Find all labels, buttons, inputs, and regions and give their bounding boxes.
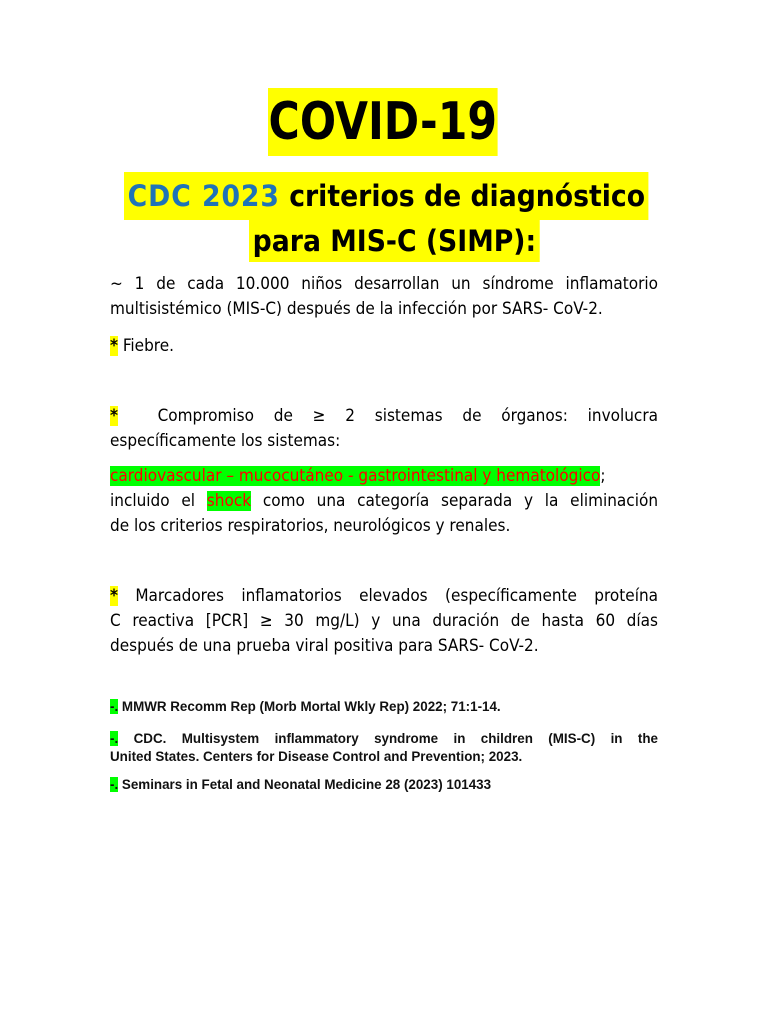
reference-bullet: -.	[110, 731, 119, 746]
organ-systems-block	[110, 464, 658, 539]
bullet-star: *	[110, 586, 118, 606]
organ-line-2: específicamente los sistemas:	[110, 431, 341, 451]
intro-line-2: multisistémico (MIS-C) después de la infección por SARS- CoV-2.	[110, 299, 603, 319]
bullet-star: *	[110, 406, 118, 426]
criterion-markers	[110, 584, 658, 659]
reference-2	[110, 730, 658, 766]
markers-line-3: después de una prueba viral positiva para SARS- CoV-2.	[110, 636, 539, 656]
reference-3	[110, 776, 658, 794]
criterion-fever	[110, 334, 658, 359]
organ-line-5: de los criterios respiratorios, neurológicos y renales.	[110, 516, 511, 536]
reference-2-line-1: CDC. Multisystem inflammatory syndrome in children (MIS-C) in the	[133, 731, 658, 746]
intro-paragraph	[110, 272, 658, 322]
shock-after: como una categoría separada y la eliminación	[262, 491, 659, 511]
subtitle-line-1	[124, 172, 649, 220]
systems-highlight: cardiovascular – mucocutáneo - gastrointestinal y hematológico	[110, 466, 601, 486]
reference-bullet: -.	[110, 777, 119, 792]
bullet-star: *	[110, 336, 118, 356]
cdc-year-label: CDC 2023	[127, 179, 280, 213]
fever-text: Fiebre.	[122, 336, 174, 356]
intro-line-1: ~ 1 de cada 10.000 niños desarrollan un síndrome inflamatorio	[110, 274, 658, 294]
shock-highlight: shock	[206, 491, 252, 511]
reference-bullet: -.	[110, 699, 119, 714]
systems-semicolon: ;	[600, 466, 606, 486]
markers-line-1: Marcadores inflamatorios elevados (específicamente proteína	[135, 586, 659, 606]
criterion-organs	[110, 404, 658, 454]
reference-3-text: Seminars in Fetal and Neonatal Medicine 28 (2023) 101433	[121, 777, 492, 792]
reference-1	[110, 698, 658, 716]
reference-1-text: MMWR Recomm Rep (Morb Mortal Wkly Rep) 2022; 71:1-14.	[121, 699, 501, 714]
subtitle-criteria: criterios de diagnóstico	[289, 179, 646, 213]
document-title: COVID-19	[268, 88, 498, 156]
shock-before: incluido el	[110, 491, 196, 511]
markers-line-2: C reactiva [PCR] ≥ 30 mg/L) y una duración de hasta 60 días	[110, 611, 658, 631]
reference-2-line-2: United States. Centers for Disease Control and Prevention; 2023.	[110, 749, 523, 764]
organ-line-1: Compromiso de ≥ 2 sistemas de órganos: involucra	[157, 406, 658, 426]
subtitle-line-2: para MIS-C (SIMP):	[249, 220, 540, 262]
